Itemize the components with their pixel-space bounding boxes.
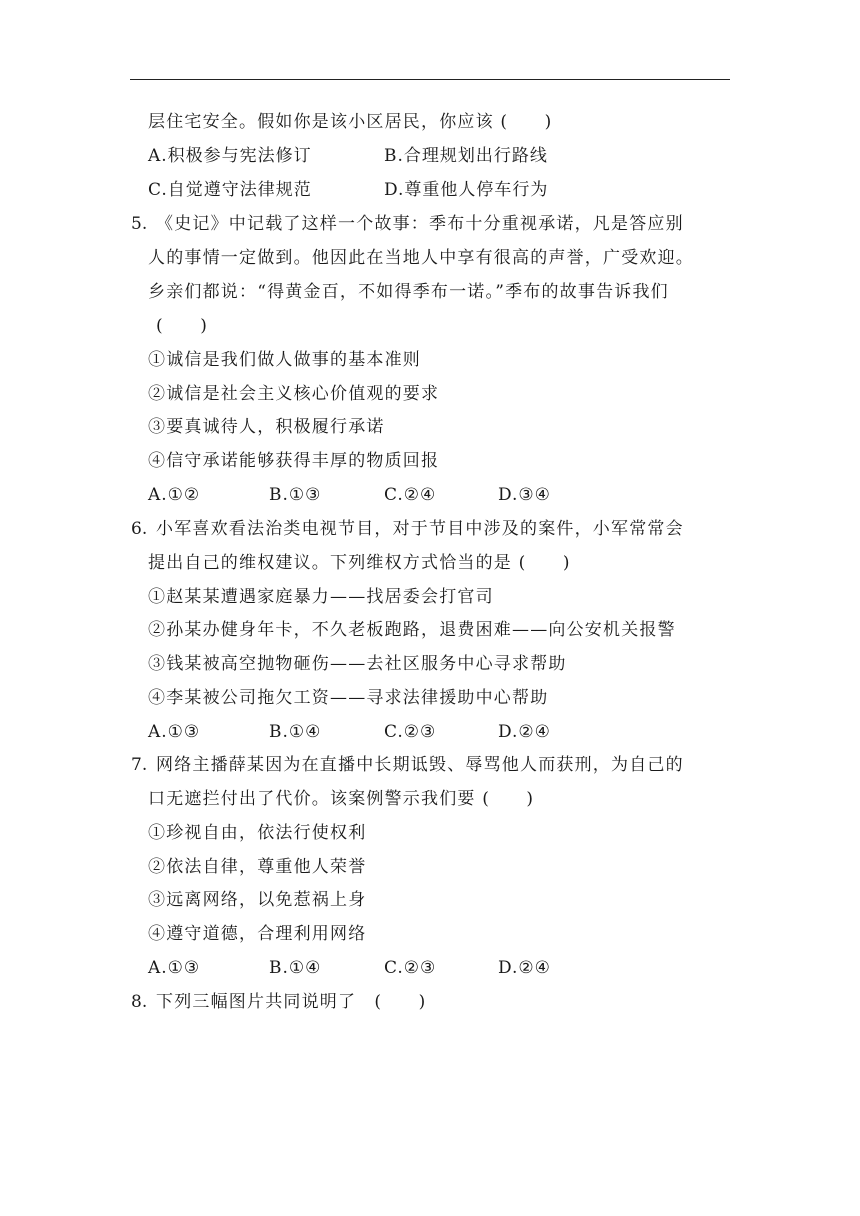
q7-statement-4: ④遵守道德，合理利用网络 bbox=[148, 924, 367, 944]
q7-stem-line-2: 口无遮拦付出了代价。该案例警示我们要 ( ) bbox=[148, 789, 535, 809]
q5-statement-4: ④信守承诺能够获得丰厚的物质回报 bbox=[148, 451, 440, 471]
q4-stem-tail: 层住宅安全。假如你是该小区居民，你应该 ( ) bbox=[148, 112, 553, 132]
q5-stem-line-2: 人的事情一定做到。他因此在当地人中享有很高的声誉，广受欢迎。 bbox=[148, 248, 694, 268]
q7-option-c: C.②③ bbox=[384, 958, 437, 978]
q7-statement-3: ③远离网络，以免惹祸上身 bbox=[148, 890, 367, 910]
q8-number: 8. bbox=[131, 992, 148, 1012]
q6-stem-line-2: 提出自己的维权建议。下列维权方式恰当的是 ( ) bbox=[148, 553, 571, 573]
q5-statement-2: ②诚信是社会主义核心价值观的要求 bbox=[148, 384, 440, 404]
q4-option-c: C.自觉遵守法律规范 bbox=[148, 180, 312, 200]
q7-option-d: D.②④ bbox=[498, 958, 551, 978]
q5-option-a: A.①② bbox=[148, 485, 201, 505]
q5-stem-line-3: 乡亲们都说：“得黄金百，不如得季布一诺。”季布的故事告诉我们 bbox=[148, 282, 669, 302]
q5-stem-line-1: 《史记》中记载了这样一个故事：季布十分重视承诺，凡是答应别 bbox=[156, 214, 684, 234]
q5-option-d: D.③④ bbox=[498, 485, 551, 505]
q4-option-a: A.积极参与宪法修订 bbox=[148, 146, 312, 166]
q5-option-b: B.①③ bbox=[269, 485, 322, 505]
q6-option-a: A.①③ bbox=[148, 722, 201, 742]
q6-statement-2: ②孙某办健身年卡，不久老板跑路，退费困难——向公安机关报警 bbox=[148, 620, 676, 640]
q6-option-c: C.②③ bbox=[384, 722, 437, 742]
q5-option-c: C.②④ bbox=[384, 485, 437, 505]
q5-statement-1: ①诚信是我们做人做事的基本准则 bbox=[148, 350, 421, 370]
q7-option-b: B.①④ bbox=[269, 958, 322, 978]
q6-option-b: B.①④ bbox=[269, 722, 322, 742]
q4-option-b: B.合理规划出行路线 bbox=[384, 146, 548, 166]
q7-statement-1: ①珍视自由，依法行使权利 bbox=[148, 823, 367, 843]
q7-number: 7. bbox=[131, 755, 148, 775]
q8-stem: 下列三幅图片共同说明了 ( ) bbox=[156, 992, 427, 1012]
q7-statement-2: ②依法自律，尊重他人荣誉 bbox=[148, 857, 367, 877]
q6-number: 6. bbox=[131, 519, 148, 539]
q6-option-d: D.②④ bbox=[498, 722, 551, 742]
q6-stem-line-1: 小军喜欢看法治类电视节目，对于节目中涉及的案件，小军常常会 bbox=[156, 519, 684, 539]
q7-stem-line-1: 网络主播薛某因为在直播中长期诋毁、辱骂他人而获刑，为自己的 bbox=[156, 755, 684, 775]
q6-statement-3: ③钱某被高空抛物砸伤——去社区服务中心寻求帮助 bbox=[148, 654, 567, 674]
q6-statement-4: ④李某被公司拖欠工资——寻求法律援助中心帮助 bbox=[148, 688, 549, 708]
header-rule bbox=[130, 79, 730, 80]
q5-answer-blank: ( ) bbox=[156, 316, 209, 336]
q4-option-d: D.尊重他人停车行为 bbox=[384, 180, 549, 200]
q6-statement-1: ①赵某某遭遇家庭暴力——找居委会打官司 bbox=[148, 587, 494, 607]
q7-option-a: A.①③ bbox=[148, 958, 201, 978]
q5-number: 5. bbox=[131, 214, 148, 234]
q5-statement-3: ③要真诚待人，积极履行承诺 bbox=[148, 417, 385, 437]
